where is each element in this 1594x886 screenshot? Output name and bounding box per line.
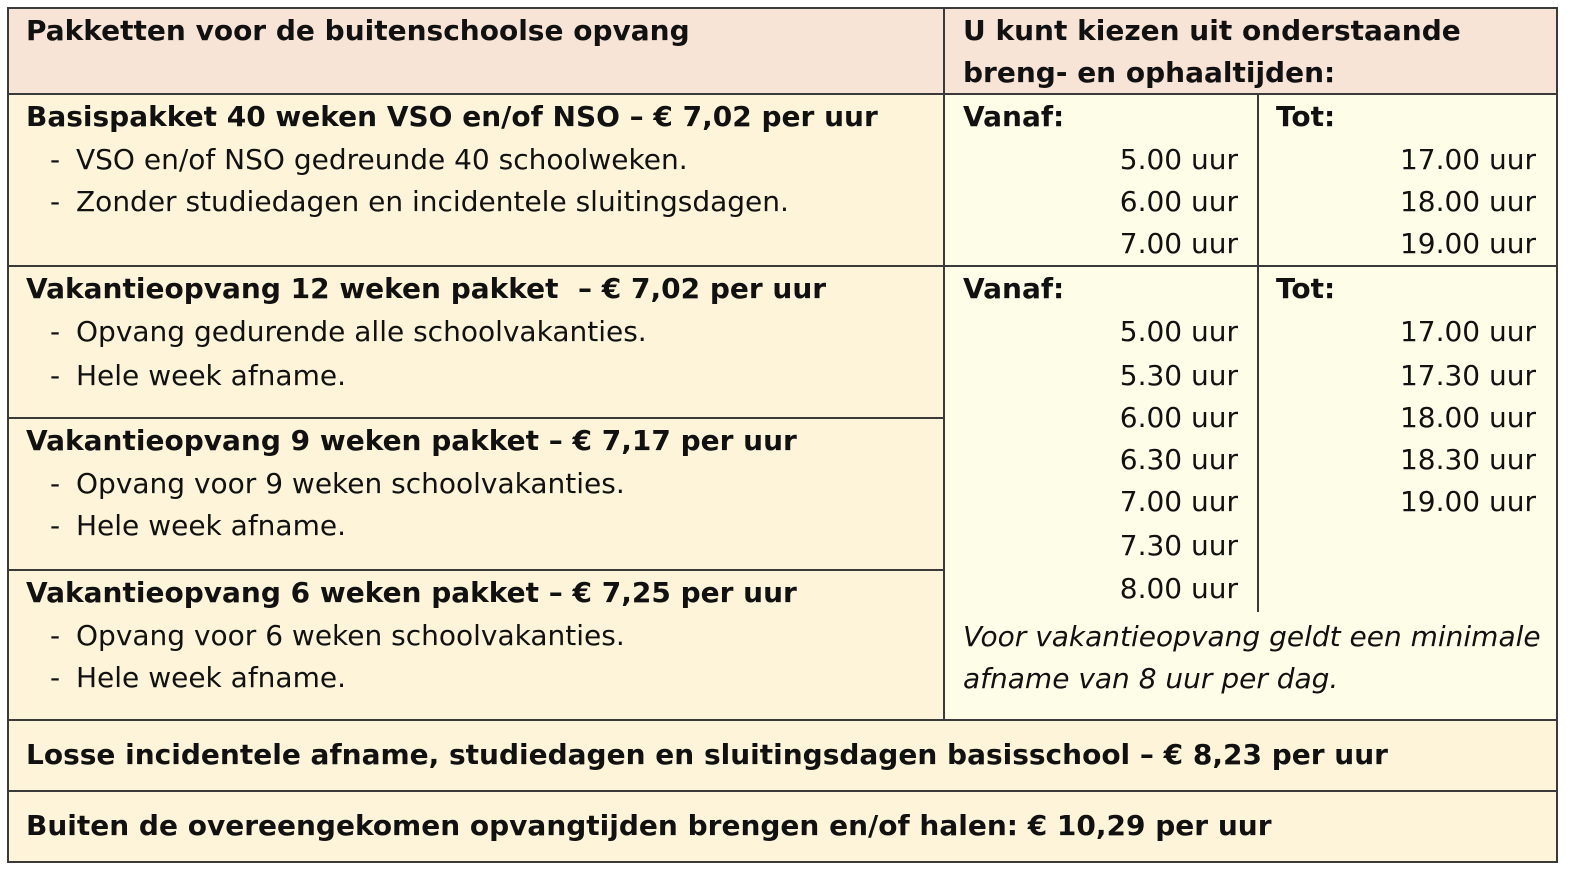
divider-12-9 xyxy=(7,417,944,419)
vakantie-vanaf-time: 7.30 uur xyxy=(1119,529,1238,562)
divider-vertical-main xyxy=(943,7,945,721)
vakantie-note-line2: afname van 8 uur per dag. xyxy=(963,662,1339,695)
vakantie-vanaf-time: 6.30 uur xyxy=(1119,443,1238,476)
vakantie-tot-time: 18.00 uur xyxy=(1399,401,1536,434)
header-right-line1: U kunt kiezen uit onderstaande xyxy=(963,14,1461,47)
list-bullet: - xyxy=(50,467,61,500)
basis-vanaf-label: Vanaf: xyxy=(963,100,1065,133)
vakantie-vanaf-time: 6.00 uur xyxy=(1119,401,1238,434)
basis-vanaf-time: 5.00 uur xyxy=(1119,143,1238,176)
vakantie-6-item-2: Hele week afname. xyxy=(76,661,346,694)
header-right-line2: breng- en ophaaltijden: xyxy=(963,56,1336,89)
divider-vanaf-tot-vakantie xyxy=(1257,266,1259,612)
basis-tot-time: 18.00 uur xyxy=(1399,185,1536,218)
divider-basis xyxy=(7,265,1558,267)
vakantie-tot-time: 19.00 uur xyxy=(1399,485,1536,518)
vakantie-vanaf-time: 5.00 uur xyxy=(1119,315,1238,348)
vakantie-vanaf-label: Vanaf: xyxy=(963,272,1065,305)
vakantie-vanaf-time: 5.30 uur xyxy=(1119,359,1238,392)
basis-tot-time: 17.00 uur xyxy=(1399,143,1536,176)
list-bullet: - xyxy=(50,315,61,348)
basis-item-1: VSO en/of NSO gedreunde 40 schoolweken. xyxy=(76,143,688,176)
vakantie-12-title: Vakantieopvang 12 weken pakket – € 7,02 per uur xyxy=(26,272,827,305)
list-bullet: - xyxy=(50,185,61,218)
list-bullet: - xyxy=(50,619,61,652)
vakantie-vanaf-time: 7.00 uur xyxy=(1119,485,1238,518)
vakantie-tot-time: 18.30 uur xyxy=(1399,443,1536,476)
vakantie-6-title: Vakantieopvang 6 weken pakket – € 7,25 per uur xyxy=(26,576,797,609)
header-left: Pakketten voor de buitenschoolse opvang xyxy=(26,14,690,47)
vakantie-tot-label: Tot: xyxy=(1276,272,1336,305)
vakantie-9-title: Vakantieopvang 9 weken pakket – € 7,17 per uur xyxy=(26,424,797,457)
vakantie-tot-time: 17.30 uur xyxy=(1399,359,1536,392)
table-border-right xyxy=(1556,7,1558,863)
divider-header xyxy=(7,93,1558,95)
list-bullet: - xyxy=(50,359,61,392)
basis-tot-time: 19.00 uur xyxy=(1399,227,1536,260)
table-border-left xyxy=(7,7,9,863)
vakantie-9-item-1: Opvang voor 9 weken schoolvakanties. xyxy=(76,467,625,500)
list-bullet: - xyxy=(50,509,61,542)
list-bullet: - xyxy=(50,661,61,694)
vakantie-12-item-2: Hele week afname. xyxy=(76,359,346,392)
table-border-top xyxy=(7,7,1558,9)
vakantie-12-item-1: Opvang gedurende alle schoolvakanties. xyxy=(76,315,647,348)
divider-footer-mid xyxy=(7,790,1558,792)
basis-tot-label: Tot: xyxy=(1276,100,1336,133)
table-border-bottom xyxy=(7,861,1558,863)
vakantie-9-item-2: Hele week afname. xyxy=(76,509,346,542)
divider-footer-top xyxy=(7,719,1558,721)
divider-vanaf-tot-basis xyxy=(1257,94,1259,266)
list-bullet: - xyxy=(50,143,61,176)
vakantie-vanaf-time: 8.00 uur xyxy=(1119,572,1238,605)
basis-item-2: Zonder studiedagen en incidentele sluitingsdagen. xyxy=(76,185,789,218)
vakantie-tot-time: 17.00 uur xyxy=(1399,315,1536,348)
vakantie-note-line1: Voor vakantieopvang geldt een minimale xyxy=(963,620,1541,653)
divider-9-6 xyxy=(7,569,944,571)
footer-losse: Losse incidentele afname, studiedagen en sluitingsdagen basisschool – € 8,23 per uur xyxy=(26,738,1388,771)
basis-title: Basispakket 40 weken VSO en/of NSO – € 7,02 per uur xyxy=(26,100,878,133)
footer-buiten: Buiten de overeengekomen opvangtijden brengen en/of halen: € 10,29 per uur xyxy=(26,809,1272,842)
vakantie-6-item-1: Opvang voor 6 weken schoolvakanties. xyxy=(76,619,625,652)
basis-vanaf-time: 6.00 uur xyxy=(1119,185,1238,218)
basis-vanaf-time: 7.00 uur xyxy=(1119,227,1238,260)
